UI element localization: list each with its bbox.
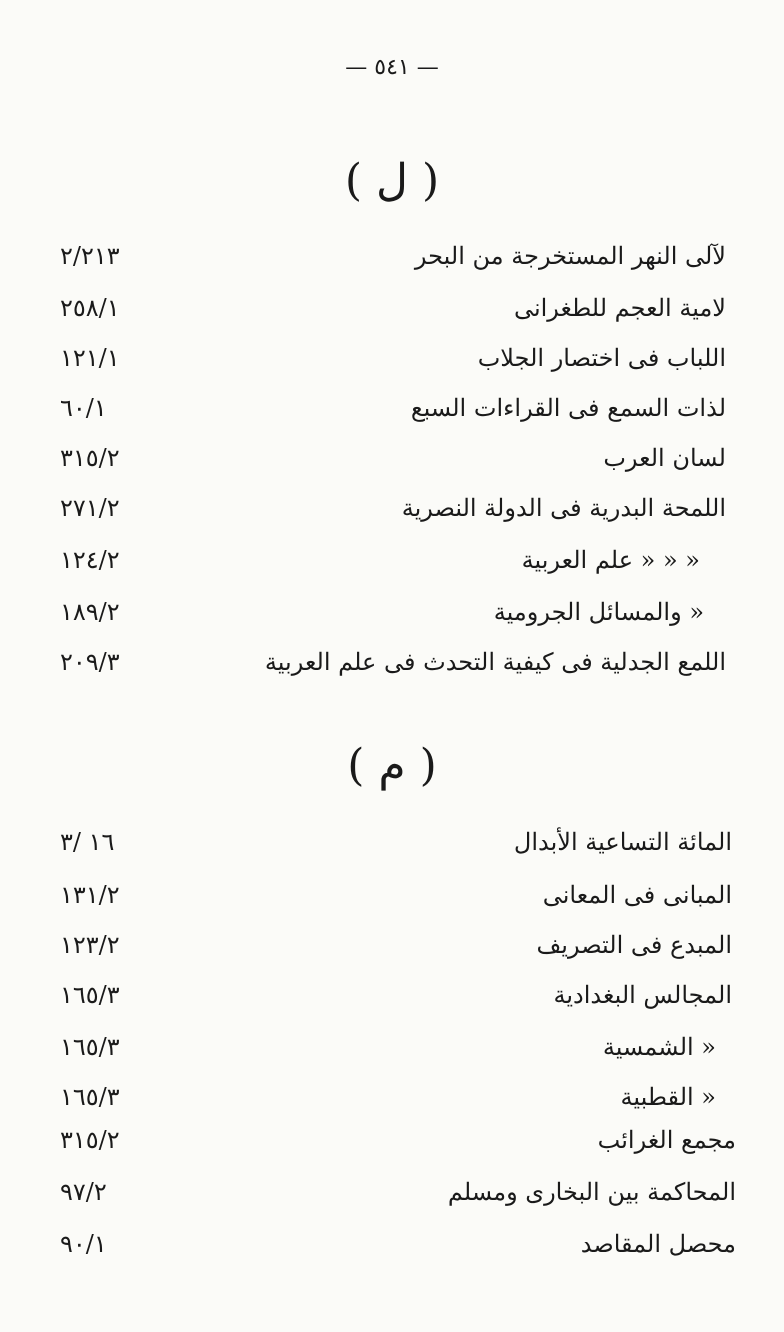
index-entry <box>60 592 704 632</box>
entry-reference: ٣١٥/٢ <box>60 444 120 472</box>
index-entry <box>60 822 732 862</box>
entry-title: « والمسائل الجرومية <box>493 598 704 626</box>
index-entry <box>60 1172 736 1212</box>
entry-title: « « « علم العربية <box>521 546 700 574</box>
entry-reference: ٢٠٩/٣ <box>60 648 120 676</box>
index-entry <box>60 1120 736 1160</box>
entry-reference: ١٢٤/٢ <box>60 546 120 574</box>
entry-reference: ١٦٥/٣ <box>60 981 120 1009</box>
entry-reference: ٩٠/١ <box>60 1230 107 1258</box>
index-entry <box>60 925 732 965</box>
entry-reference: ١٨٩/٢ <box>60 598 120 626</box>
index-entry <box>60 488 726 528</box>
entry-title: لآلى النهر المستخرجة من البحر <box>414 242 726 270</box>
entry-title: المبانى فى المعانى <box>542 881 732 909</box>
entry-title: لسان العرب <box>603 444 726 472</box>
entry-title: المبدع فى التصريف <box>536 931 732 959</box>
entry-title: المحاكمة بين البخارى ومسلم <box>447 1178 736 1206</box>
entry-title: المجالس البغدادية <box>553 981 732 1009</box>
index-entry <box>60 1077 716 1117</box>
section-heading-lam: ( ل ) <box>344 155 440 206</box>
entry-reference: ٢/٢١٣ <box>60 242 120 270</box>
entry-title: محصل المقاصد <box>580 1230 736 1258</box>
entry-reference: ١٢٣/٢ <box>60 931 120 959</box>
entry-title: « القطبية <box>620 1083 716 1111</box>
entry-reference: ١٦٥/٣ <box>60 1083 120 1111</box>
index-entry <box>60 540 700 580</box>
index-entry <box>60 288 726 328</box>
entry-reference: ١٦ /٣ <box>60 828 115 856</box>
index-entry <box>60 388 726 428</box>
entry-title: اللمحة البدرية فى الدولة النصرية <box>401 494 726 522</box>
index-entry <box>60 642 726 682</box>
index-entry <box>60 875 732 915</box>
entry-reference: ١٢١/١ <box>60 344 120 372</box>
entry-reference: ٢٥٨/١ <box>60 294 120 322</box>
entry-title: مجمع الغرائب <box>597 1126 736 1154</box>
entry-title: لذات السمع فى القراءات السبع <box>410 394 726 422</box>
entry-title: المائة التساعية الأبدال <box>513 828 732 856</box>
index-entry <box>60 236 726 276</box>
entry-reference: ١٦٥/٣ <box>60 1033 120 1061</box>
index-entry <box>60 975 732 1015</box>
index-entry <box>60 438 726 478</box>
entry-title: اللباب فى اختصار الجلاب <box>477 344 726 372</box>
entry-reference: ٩٧/٢ <box>60 1178 107 1206</box>
index-entry <box>60 1224 736 1264</box>
entry-reference: ٣١٥/٢ <box>60 1126 120 1154</box>
index-entry <box>60 1027 716 1067</box>
entry-title: اللمع الجدلية فى كيفية التحدث فى علم العربية <box>264 648 726 676</box>
entry-title: لامية العجم للطغرانى <box>513 294 726 322</box>
entry-reference: ٢٧١/٢ <box>60 494 120 522</box>
entry-title: « الشمسية <box>602 1033 716 1061</box>
section-heading-mim: ( م ) <box>347 740 437 791</box>
page-number: — ٥٤١ — <box>345 55 439 80</box>
entry-reference: ١٣١/٢ <box>60 881 120 909</box>
index-entry <box>60 338 726 378</box>
entry-reference: ٦٠/١ <box>60 394 107 422</box>
